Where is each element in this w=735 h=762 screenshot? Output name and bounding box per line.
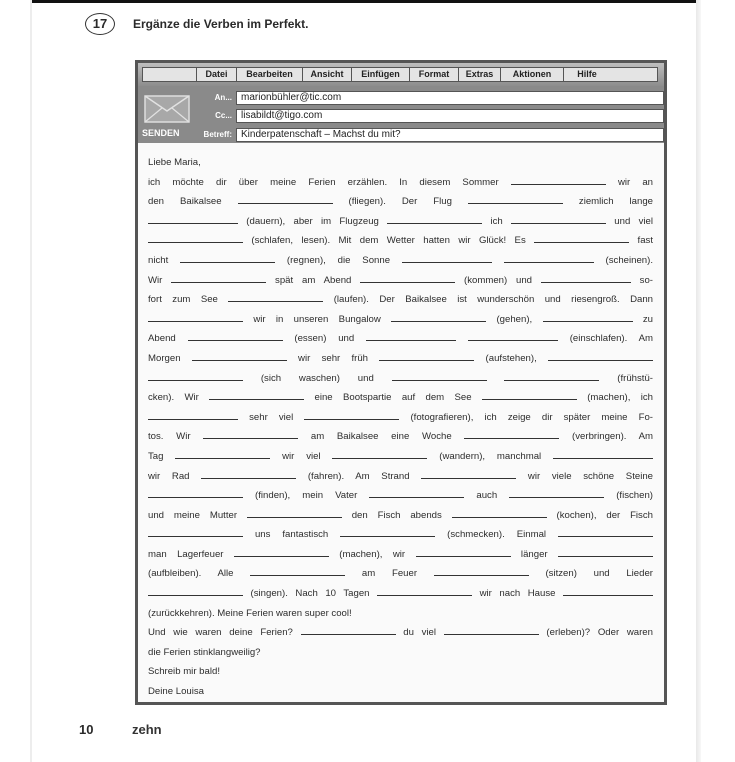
text-line: ich möchte dir über meine Ferien erzählen. In diesem Sommer wir an xyxy=(148,176,653,188)
answer-blank[interactable] xyxy=(548,351,653,361)
text-line: sehr viel (fotografieren), ich zeige dir später meine Fo- xyxy=(148,408,653,428)
menu-item-aktionen[interactable]: Aktionen xyxy=(500,67,564,82)
text-line: Schreib mir bald! xyxy=(148,666,220,678)
signature-line: Deine Louisa xyxy=(148,686,205,698)
answer-blank[interactable] xyxy=(304,410,399,420)
answer-blank[interactable] xyxy=(188,331,283,341)
text-line: uns fantastisch (schmecken). Einmal xyxy=(148,525,653,545)
page-number: 10 xyxy=(79,722,94,737)
menu-item-extras[interactable]: Extras xyxy=(458,67,501,82)
text-line: wir in unseren Bungalow (gehen), zu xyxy=(148,310,653,330)
answer-blank[interactable] xyxy=(340,527,435,537)
answer-blank[interactable] xyxy=(534,233,629,243)
answer-blank[interactable] xyxy=(511,214,606,224)
email-window xyxy=(135,60,667,705)
answer-blank[interactable] xyxy=(148,371,243,381)
answer-blank[interactable] xyxy=(468,194,563,204)
exercise-instruction: Ergänze die Verben im Perfekt. xyxy=(133,17,309,31)
answer-blank[interactable] xyxy=(148,233,243,243)
exercise-number: 17 xyxy=(85,13,115,35)
answer-blank[interactable] xyxy=(511,175,606,185)
answer-blank[interactable] xyxy=(209,390,304,400)
page-edge-shadow xyxy=(696,0,701,762)
subject-field[interactable]: Kinderpatenschaft – Machst du mit? xyxy=(236,128,664,142)
answer-blank[interactable] xyxy=(238,194,333,204)
send-button[interactable]: SENDEN xyxy=(142,128,180,138)
answer-blank[interactable] xyxy=(175,449,270,459)
to-label: An... xyxy=(214,93,232,102)
text-line: tos. Wir am Baikalsee eine Woche (verbringen). Am xyxy=(148,431,653,443)
answer-blank[interactable] xyxy=(332,449,427,459)
answer-blank[interactable] xyxy=(148,527,243,537)
answer-blank[interactable] xyxy=(379,351,474,361)
answer-blank[interactable] xyxy=(250,566,345,576)
answer-blank[interactable] xyxy=(171,273,266,283)
answer-blank[interactable] xyxy=(148,488,243,498)
text-line: (finden), mein Vater auch (fischen) xyxy=(148,486,653,506)
answer-blank[interactable] xyxy=(180,253,275,263)
page-number-word: zehn xyxy=(132,722,162,737)
answer-blank[interactable] xyxy=(541,273,631,283)
answer-blank[interactable] xyxy=(192,351,287,361)
subject-label: Betreff: xyxy=(203,130,232,139)
answer-blank[interactable] xyxy=(558,547,653,557)
text-line: man Lagerfeuer (machen), wir länger xyxy=(148,545,653,565)
answer-blank[interactable] xyxy=(392,371,487,381)
answer-blank[interactable] xyxy=(247,508,342,518)
menu-item-einfuegen[interactable]: Einfügen xyxy=(351,67,410,82)
text-line: und meine Mutter den Fisch abends (kochen), der Fisch xyxy=(148,509,653,521)
answer-blank[interactable] xyxy=(504,253,594,263)
answer-blank[interactable] xyxy=(402,253,492,263)
answer-blank[interactable] xyxy=(228,292,323,302)
answer-blank[interactable] xyxy=(201,469,296,479)
answer-blank[interactable] xyxy=(558,527,653,537)
answer-blank[interactable] xyxy=(468,331,558,341)
envelope-icon[interactable] xyxy=(144,95,190,123)
answer-blank[interactable] xyxy=(434,566,529,576)
answer-blank[interactable] xyxy=(509,488,604,498)
answer-blank[interactable] xyxy=(148,586,243,596)
menu-bar xyxy=(138,63,664,86)
menu-bar-end xyxy=(610,67,658,82)
menu-item-ansicht[interactable]: Ansicht xyxy=(302,67,352,82)
answer-blank[interactable] xyxy=(452,508,547,518)
text-line: nicht (regnen), die Sonne (scheinen). xyxy=(148,254,653,266)
text-line: (sich waschen) und (frühstü- xyxy=(148,369,653,389)
menu-item-hilfe[interactable]: Hilfe xyxy=(563,67,611,82)
answer-blank[interactable] xyxy=(148,214,238,224)
answer-blank[interactable] xyxy=(148,312,243,322)
answer-blank[interactable] xyxy=(563,586,653,596)
text-line: (zurückkehren). Meine Ferien waren super cool! xyxy=(148,607,352,619)
answer-blank[interactable] xyxy=(482,390,577,400)
answer-blank[interactable] xyxy=(366,331,456,341)
answer-blank[interactable] xyxy=(553,449,653,459)
text-line: Wir spät am Abend (kommen) und so- xyxy=(148,274,653,286)
text-line: den Baikalsee (fliegen). Der Flug ziemlich lange xyxy=(148,196,653,208)
menu-item-datei[interactable]: Datei xyxy=(196,67,237,82)
answer-blank[interactable] xyxy=(543,312,633,322)
answer-blank[interactable] xyxy=(416,547,511,557)
answer-blank[interactable] xyxy=(421,469,516,479)
answer-blank[interactable] xyxy=(203,429,298,439)
text-line: (schlafen, lesen). Mit dem Wetter hatten wir Glück! Es fast xyxy=(148,231,653,251)
text-line: Morgen wir sehr früh (aufstehen), xyxy=(148,349,653,369)
text-line: wir Rad (fahren). Am Strand wir viele schöne Steine xyxy=(148,470,654,482)
menu-item-bearbeiten[interactable]: Bearbeiten xyxy=(236,67,303,82)
page-top-border xyxy=(32,0,700,3)
to-field[interactable]: marionbühler@tic.com xyxy=(236,91,664,105)
email-body[interactable] xyxy=(148,153,653,702)
answer-blank[interactable] xyxy=(148,410,238,420)
answer-blank[interactable] xyxy=(387,214,482,224)
answer-blank[interactable] xyxy=(377,586,472,596)
text-line: cken). Wir eine Bootspartie auf dem See (machen), ich xyxy=(148,392,653,404)
answer-blank[interactable] xyxy=(369,488,464,498)
email-header xyxy=(138,86,664,143)
answer-blank[interactable] xyxy=(360,273,455,283)
menu-item-format[interactable]: Format xyxy=(409,67,459,82)
cc-field[interactable]: lisabildt@tigo.com xyxy=(236,109,664,123)
page-edge-left xyxy=(30,0,32,762)
text-line: fort zum See (laufen). Der Baikalsee ist wunderschön und riesengroß. Dann xyxy=(148,294,653,306)
text-line: Abend (essen) und (einschlafen). Am xyxy=(148,333,653,345)
answer-blank[interactable] xyxy=(504,371,599,381)
text-line: Tag wir viel (wandern), manchmal xyxy=(148,447,653,467)
answer-blank[interactable] xyxy=(301,625,396,635)
answer-blank[interactable] xyxy=(391,312,486,322)
menu-bar-spacer xyxy=(142,67,197,82)
text-line: (dauern), aber im Flugzeug ich und viel xyxy=(148,212,653,232)
answer-blank[interactable] xyxy=(444,625,539,635)
text-line: die Ferien stinklangweilig? xyxy=(148,646,261,658)
greeting-line: Liebe Maria, xyxy=(148,157,201,168)
text-line: Und wie waren deine Ferien? du viel (erleben)? Oder waren xyxy=(148,627,653,639)
cc-label: Cc... xyxy=(215,111,232,120)
answer-blank[interactable] xyxy=(464,429,559,439)
text-line: (aufbleiben). Alle am Feuer (sitzen) und Lieder xyxy=(148,568,653,580)
answer-blank[interactable] xyxy=(234,547,329,557)
text-line: (singen). Nach 10 Tagen wir nach Hause xyxy=(148,584,653,604)
